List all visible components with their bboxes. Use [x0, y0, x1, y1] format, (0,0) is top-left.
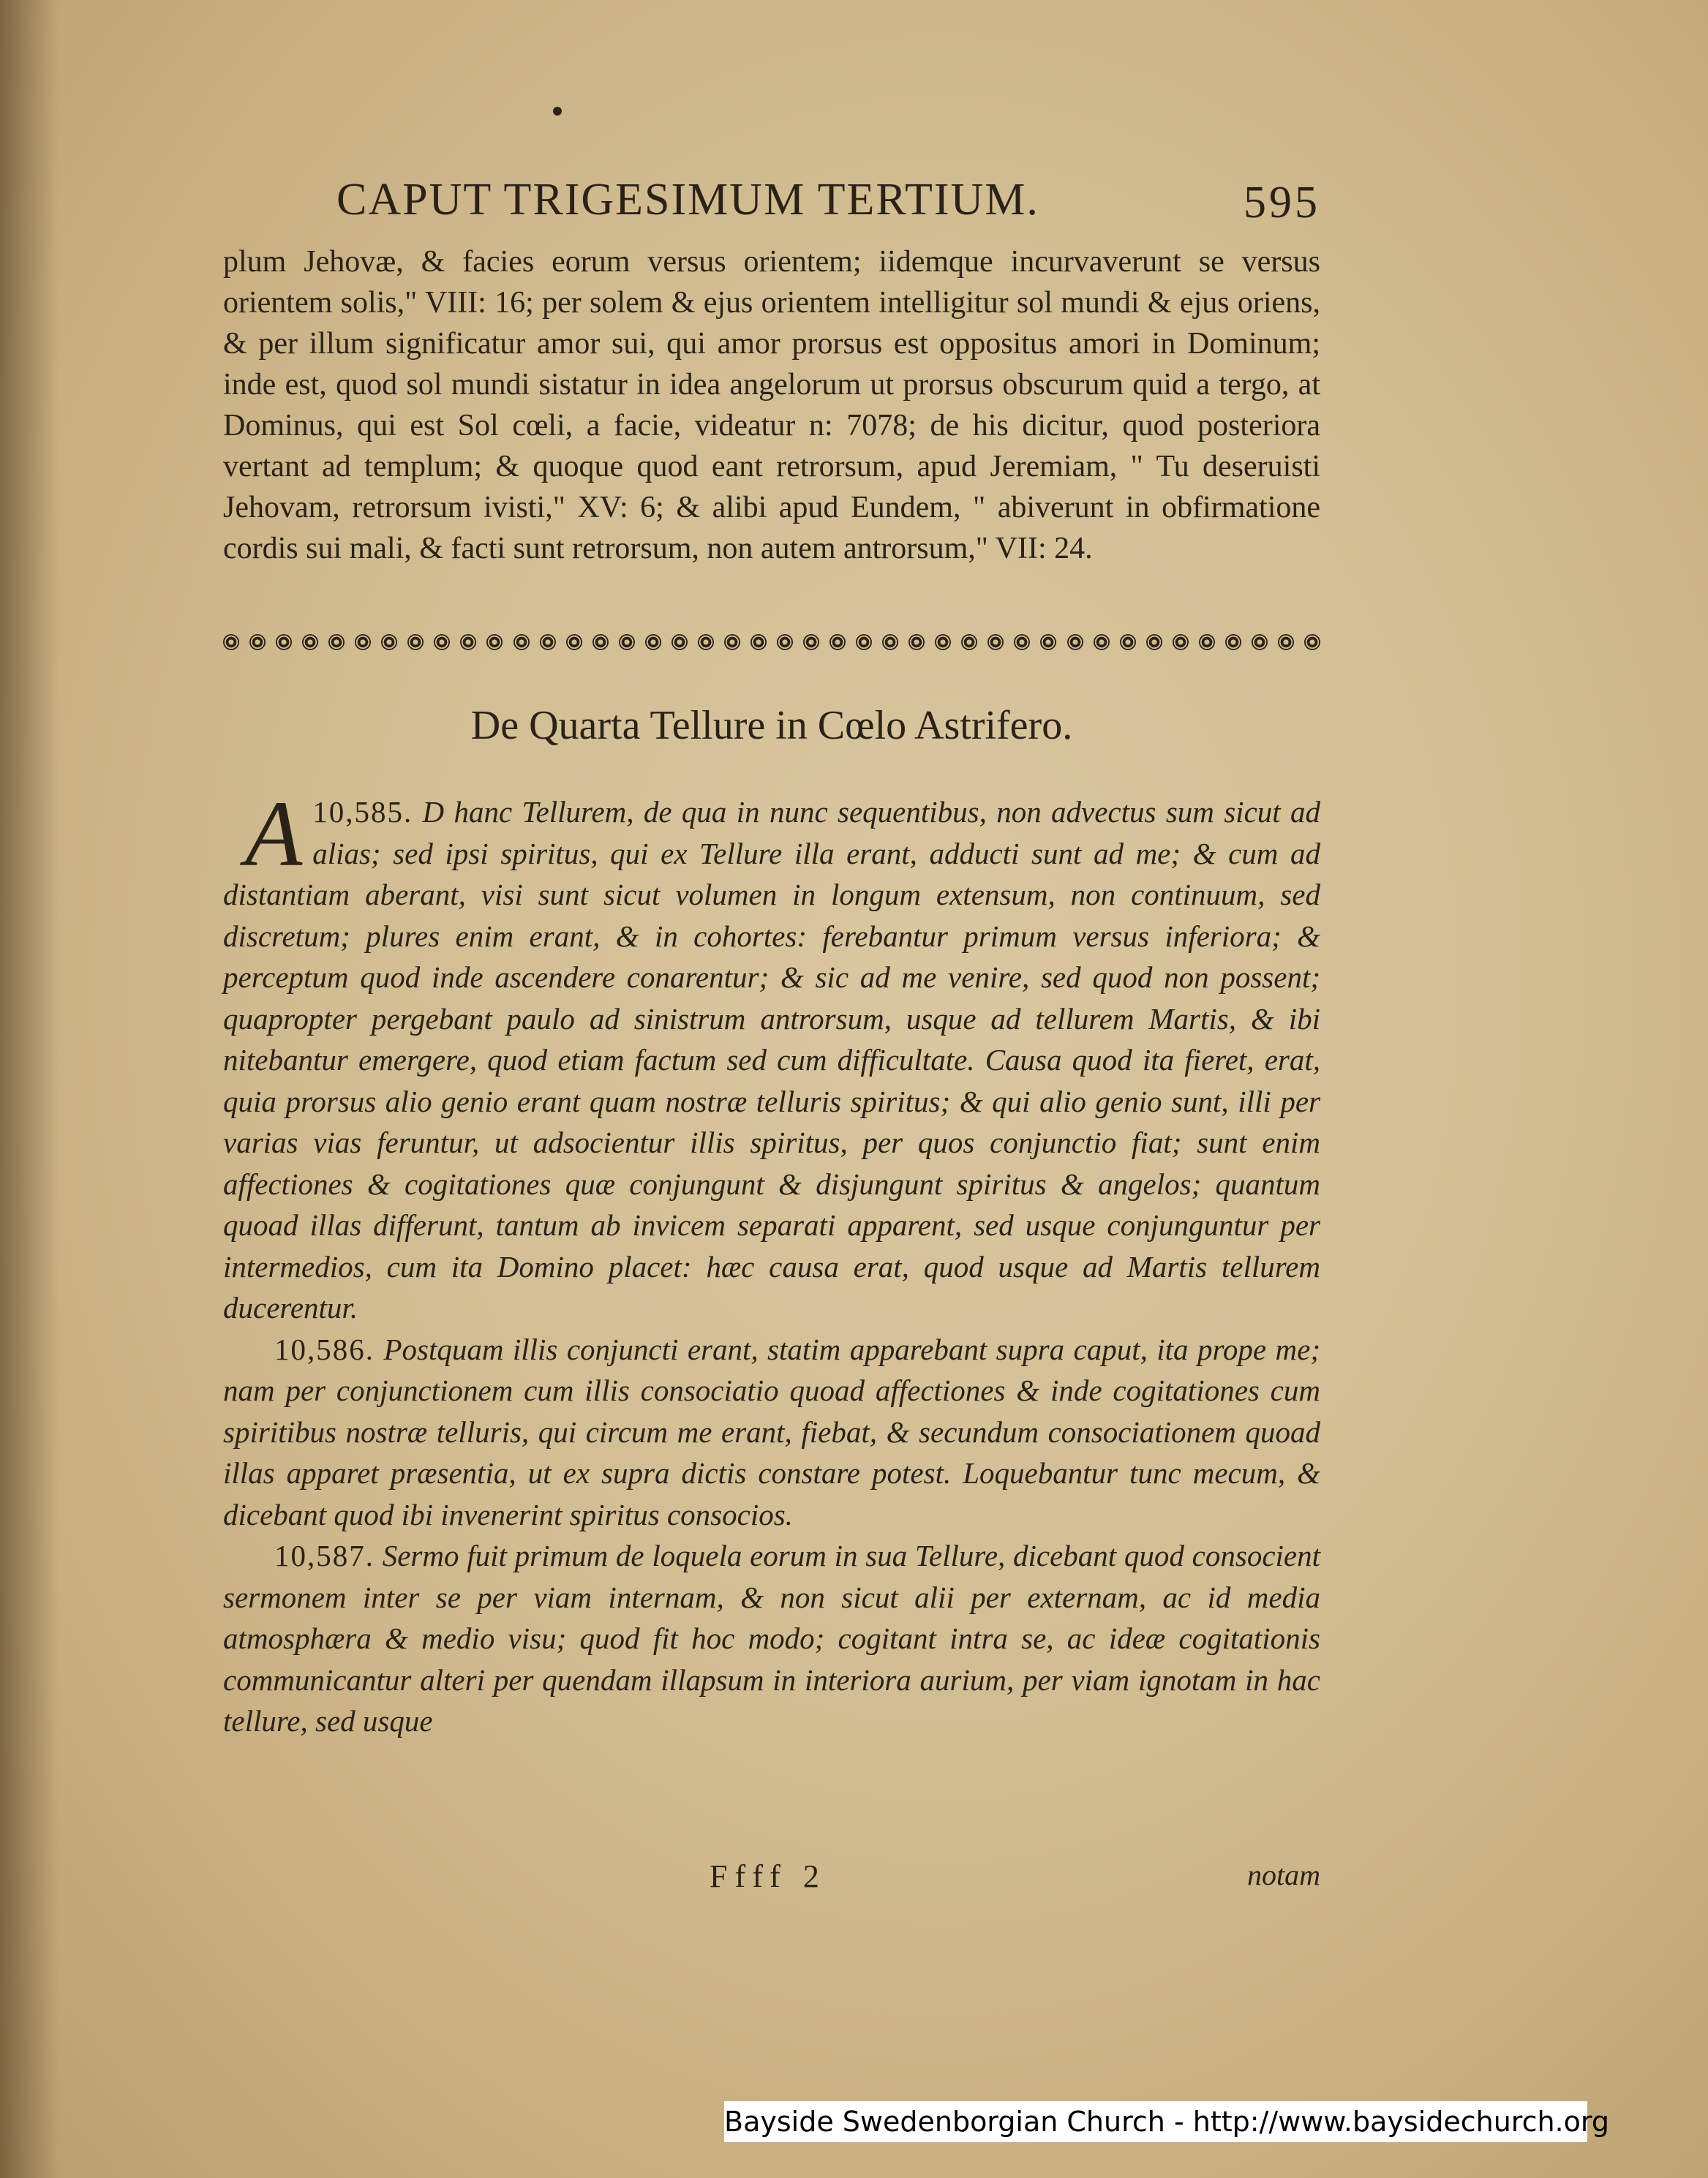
ornament-flower — [276, 634, 292, 650]
ornament-flower — [460, 634, 476, 650]
paragraph — [223, 782, 1320, 1329]
ornament-flower — [249, 634, 266, 650]
ornament-flower — [1120, 634, 1136, 650]
ornament-flower — [987, 634, 1004, 650]
ornament-flower — [223, 634, 239, 650]
ornament-flower — [882, 634, 898, 650]
ornament-flower — [645, 634, 661, 650]
ornament-flower — [407, 634, 424, 650]
ornament-flower — [856, 634, 872, 650]
section-body — [223, 782, 1320, 1742]
ornament-flower — [1014, 634, 1030, 650]
ornament-flower — [381, 634, 397, 650]
ornament-flower — [540, 634, 556, 650]
ornament-flower — [935, 634, 951, 650]
ornament-flower — [908, 634, 925, 650]
ornament-flower — [1094, 634, 1110, 650]
ornament-flower — [302, 634, 318, 650]
ornament-flower — [1199, 634, 1215, 650]
ornament-flower — [1225, 634, 1241, 650]
ornament-flower — [698, 634, 714, 650]
ornament-flower — [513, 634, 530, 650]
ornament-flower — [486, 634, 503, 650]
ink-speck — [553, 107, 562, 116]
watermark-banner: Bayside Swedenborgian Church - http://www.baysidechurch.org — [724, 2101, 1587, 2142]
ornament-flower — [1067, 634, 1083, 650]
continued-text: plum Jehovæ, & facies eorum versus orientem; iidemque incurvaverunt se versus orientem solis," VIII: 16; per solem & ejus orientem intelligitur sol mundi & ejus oriens, & per illum significatur amor sui, qui amor prorsus est oppositus amori in Dominum; inde est, quod sol mundi sistatur in idea angelorum ut prorsus obscurum quid a tergo, at Dominus, qui est Sol cœli, a facie, videatur n: 7078; de his dicitur, quod posteriora vertant ad templum; & quoque quod eant retrorsum, apud Jeremiam, " Tu deseruisti Jehovam, retrorsum ivisti," XV: 6; & alibi apud Eundem, " abiverunt in obfirmatione cordis sui mali, & facti sunt retrorsum, non autem antrorsum," VII: 24. — [223, 245, 1320, 565]
paragraph-number: 10,585. — [312, 795, 413, 829]
ornament-flower — [1304, 634, 1320, 650]
ornament-flower — [566, 634, 582, 650]
paragraph — [223, 1535, 1320, 1742]
ornament-flower — [1146, 634, 1162, 650]
paragraph-text: Postquam illis conjuncti erant, statim apparebant supra caput, ita prope me; nam per conjunctionem cum illis consociatio quoad affectiones & inde cogitationes cum spiritibus nostræ telluris, qui circum me erant, fiebat, & secundum consociationem quoad illas apparet præsentia, ut ex supra dictis constare potest. Loquebantur tunc mecum, & dicebant quod ibi invenerint spiritus consocios. — [223, 1332, 1320, 1531]
ornament-flower — [592, 634, 609, 650]
section-title: De Quarta Tellure in Cœlo Astrifero. — [470, 703, 1073, 748]
paragraph-text: Sermo fuit primum de loquela eorum in sua Tellure, dicebant quod consocient sermonem inter se per viam internam, & non sicut alii per externam, ac id media atmosphæra & medio visu; quod fit hoc modo; cogitant intra se, ac ideæ cogitationis communicantur alteri per quendam illapsum in interiora aurium, per viam ignotam in hac tellure, sed usque — [223, 1539, 1320, 1738]
ornament-flower — [1040, 634, 1056, 650]
running-title: CAPUT TRIGESIMUM TERTIUM. — [336, 175, 1039, 225]
catchword: notam — [1247, 1858, 1320, 1891]
paragraph-text: D hanc Tellurem, de qua in nunc sequentibus, non advectus sum sicut ad alias; sed ipsi spiritus, qui ex Tellure illa erant, adducti sunt ad me; & cum ad distantiam aberant, visi sunt sicut volumen in longum extensum, non continuum, sed discretum; plures enim erant, & in cohortes: ferebantur primum versus inferiora; & perceptum quod inde ascendere conarentur; & sic ad me venire, sed quod non possent; quapropter pergebant paulo ad sinistrum antrorsum, usque ad tellurem Martis, & ibi nitebantur emergere, quod etiam factum sed cum difficultate. Causa quod ita fieret, erat, quia prorsus alio genio erant quam nostræ telluris spiritus; & qui alio genio sunt, illi per varias vias feruntur, ut adsocientur illis spiritus, per quos conjunctio fiat; sunt enim affectiones & cogitationes quæ conjungunt & disjungunt spiritus & angelos; quantum quoad illas differunt, tantum ab invicem separati apparent, sed usque conjunguntur per intermedios, cum ita Domino placet: hæc causa erat, quod usque ad Martis tellurem ducerentur. — [223, 795, 1320, 1324]
ornament-flower — [803, 634, 819, 650]
drop-cap: A — [245, 782, 303, 886]
running-head — [336, 174, 1320, 233]
ornamental-rule — [223, 628, 1320, 657]
paragraph — [223, 1329, 1320, 1536]
ornament-flower — [1173, 634, 1189, 650]
ornament-flower — [961, 634, 977, 650]
ornament-flower — [829, 634, 846, 650]
ornament-flower — [750, 634, 767, 650]
ornament-flower — [724, 634, 740, 650]
page-number: 595 — [1244, 178, 1320, 227]
ornament-flower — [328, 634, 345, 650]
gutter-shadow — [0, 0, 59, 2178]
ornament-flower — [355, 634, 371, 650]
ornament-flower — [777, 634, 793, 650]
signature-mark: Ffff 2 — [710, 1858, 827, 1894]
ornament-flower — [434, 634, 450, 650]
ornament-flower — [619, 634, 635, 650]
ornament-flower — [671, 634, 688, 650]
paragraph-number: 10,587. — [274, 1539, 375, 1572]
ornament-flower — [1252, 634, 1268, 650]
ornament-flower — [1278, 634, 1294, 650]
paragraph-number: 10,586. — [274, 1332, 375, 1366]
